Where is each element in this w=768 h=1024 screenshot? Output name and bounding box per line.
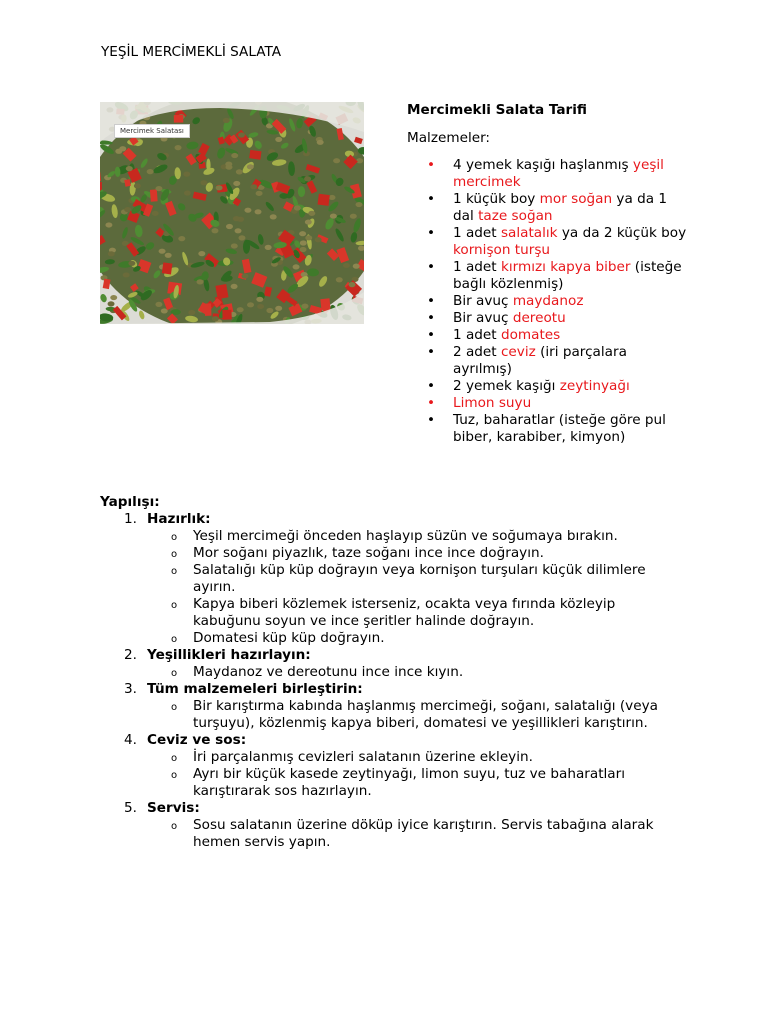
- steps-list: [100, 511, 700, 851]
- lentil: [247, 164, 254, 169]
- step-sublist: [147, 817, 700, 851]
- step-subitem-text: Salatalığı küp küp doğrayın veya kornişon turşuları küçük dilimlere ayırın.: [193, 562, 646, 595]
- circle-bullet-icon: o: [171, 549, 178, 560]
- lentil: [231, 243, 238, 248]
- bullet-icon: •: [427, 412, 436, 428]
- lentil: [330, 213, 337, 218]
- lentil: [108, 251, 115, 256]
- ingredient-item: [407, 378, 687, 395]
- circle-bullet-icon: o: [171, 566, 178, 577]
- lentil: [343, 263, 350, 268]
- lentil: [183, 172, 190, 177]
- step-subitem: [147, 596, 673, 630]
- lentil: [244, 208, 251, 213]
- lentil: [212, 316, 219, 321]
- document-title: YEŞİL MERCİMEKLİ SALATA: [101, 44, 282, 60]
- step-number: 5.: [124, 800, 137, 816]
- lentil: [231, 153, 238, 158]
- ingredient-text: Bir avuç: [453, 310, 513, 326]
- step-subitem-text: Yeşil mercimeği önceden haşlayıp süzün ve soğumaya bırakın.: [193, 528, 618, 544]
- lentil: [233, 181, 240, 186]
- step-subitem-text: Maydanoz ve dereotunu ince ince kıyın.: [193, 664, 464, 680]
- ingredient-item: [407, 310, 687, 327]
- lentil: [299, 231, 306, 236]
- lentil: [256, 191, 263, 196]
- lentil: [256, 297, 263, 302]
- lentil: [300, 240, 307, 245]
- lentil: [211, 228, 218, 233]
- lentil: [275, 306, 282, 311]
- ingredient-item: [407, 293, 687, 310]
- ingredient-highlight: dereotu: [512, 310, 566, 326]
- lentil: [353, 264, 360, 269]
- step-subitem-text: Mor soğanı piyazlık, taze soğanı ince ince doğrayın.: [193, 545, 544, 561]
- lentil: [200, 180, 207, 185]
- lentil: [108, 301, 115, 306]
- lentil: [147, 169, 154, 174]
- lentil: [188, 310, 195, 315]
- recipe-title: Mercimekli Salata Tarifi: [407, 102, 587, 118]
- step-subitem-text: Kapya biberi közlemek isterseniz, ocakta veya fırında közleyip kabuğunu soyun ve ince şeritler halinde doğrayın.: [193, 596, 616, 629]
- step-subitem: [147, 817, 673, 851]
- salad-photo: [100, 102, 364, 324]
- lentil: [305, 235, 312, 240]
- step-subitem: [147, 749, 673, 766]
- step-subitem: [147, 766, 673, 800]
- bullet-icon: •: [427, 259, 436, 275]
- lentil: [115, 149, 122, 154]
- step-number: 2.: [124, 647, 137, 663]
- bullet-icon: •: [427, 344, 436, 360]
- lentil: [293, 264, 300, 269]
- ingredient-text: 1 adet: [453, 225, 501, 241]
- lentil: [257, 304, 264, 309]
- step-title: Servis:: [147, 800, 200, 816]
- bullet-icon: •: [427, 225, 436, 241]
- lentil: [226, 165, 233, 170]
- ingredient-item: [407, 327, 687, 344]
- lentil: [236, 169, 243, 174]
- step-number: 4.: [124, 732, 137, 748]
- ingredient-highlight: domates: [500, 327, 561, 343]
- step-number: 1.: [124, 511, 137, 527]
- ingredient-text: 1 adet: [453, 327, 501, 343]
- circle-bullet-icon: o: [171, 634, 178, 645]
- lentil: [350, 214, 357, 219]
- ingredient-text: ya da 1 dal: [453, 191, 668, 224]
- ingredient-item: [407, 395, 687, 412]
- step-subitem: [147, 528, 673, 545]
- ingredient-text: ya da 2 küçük boy: [557, 225, 687, 241]
- lentil: [333, 158, 340, 163]
- step-sublist: [147, 749, 700, 800]
- ingredient-text: Bir avuç: [453, 293, 513, 309]
- lentil: [242, 273, 249, 278]
- recipe-panel: [407, 102, 687, 446]
- lentil: [155, 186, 162, 191]
- step-subitem-text: Bir karıştırma kabında haşlanmış mercimeği, soğanı, salatalığı (veya turşuyu), közlenmiş kapya biberi, domatesi ve yeşillikleri karıştırın.: [193, 698, 658, 731]
- ingredient-item: [407, 225, 687, 259]
- lentil: [294, 205, 301, 210]
- method-step: [100, 732, 700, 800]
- step-subitem: [147, 698, 673, 732]
- ingredient-text: 2 yemek kaşığı: [453, 378, 560, 394]
- pepper-piece: [174, 115, 184, 123]
- step-number: 3.: [124, 681, 137, 697]
- bullet-icon: •: [427, 395, 436, 411]
- lentil: [302, 304, 309, 309]
- lentil: [216, 185, 223, 190]
- pepper-piece: [320, 298, 330, 309]
- step-subitem-text: Sosu salatanın üzerine döküp iyice karıştırın. Servis tabağına alarak hemen servis yapın.: [193, 817, 654, 850]
- lentil: [304, 176, 311, 181]
- circle-bullet-icon: o: [171, 600, 178, 611]
- ingredient-text: 4 yemek kaşığı haşlanmış: [453, 157, 633, 173]
- step-subitem: [147, 664, 673, 681]
- lentil: [128, 261, 135, 266]
- lentil: [300, 247, 307, 252]
- pepper-piece: [215, 284, 228, 299]
- lentil: [265, 245, 272, 250]
- lentil: [110, 295, 117, 300]
- lentil: [184, 190, 191, 195]
- ingredient-highlight: ceviz: [500, 344, 536, 360]
- lentil: [134, 183, 141, 188]
- step-subitem-text: Domatesi küp küp doğrayın.: [193, 630, 385, 646]
- lentil: [356, 202, 363, 207]
- ingredient-item: [407, 344, 687, 378]
- ingredient-text: 1 küçük boy: [453, 191, 540, 207]
- bullet-icon: •: [427, 191, 436, 207]
- lentil: [305, 219, 312, 224]
- lentil: [226, 224, 233, 229]
- lentil: [356, 158, 363, 163]
- method-step: [100, 511, 700, 647]
- bullet-icon: •: [427, 157, 436, 173]
- pepper-piece: [162, 262, 173, 274]
- ingredient-text: 1 adet: [453, 259, 501, 275]
- pepper-piece: [150, 189, 158, 201]
- parsley-leaf: [298, 186, 305, 197]
- ingredient-text: 2 adet: [453, 344, 501, 360]
- step-subitem-text: İri parçalanmış cevizleri salatanın üzerine ekleyin.: [193, 749, 533, 765]
- ingredient-highlight: salatalık: [500, 225, 558, 241]
- step-sublist: [147, 528, 700, 647]
- ingredient-item: [407, 191, 687, 225]
- ingredient-item: [407, 259, 687, 293]
- step-title: Hazırlık:: [147, 511, 211, 527]
- lentil: [275, 137, 282, 142]
- lentil: [237, 307, 244, 312]
- step-title: Tüm malzemeleri birleştirin:: [147, 681, 363, 697]
- ingredient-item: [407, 412, 687, 446]
- lentil: [152, 211, 159, 216]
- photo-caption: Mercimek Salatası: [114, 124, 190, 138]
- pepper-piece: [318, 194, 330, 206]
- ingredient-highlight: maydanoz: [512, 293, 584, 309]
- pepper-piece: [249, 150, 261, 160]
- circle-bullet-icon: o: [171, 668, 178, 679]
- lentil: [124, 207, 131, 212]
- step-subitem: [147, 630, 673, 647]
- lentil: [178, 236, 185, 241]
- step-subitem-text: Ayrı bir küçük kasede zeytinyağı, limon suyu, tuz ve baharatları karıştırarak sos hazırlayın.: [193, 766, 625, 799]
- lentil: [349, 282, 356, 287]
- method-step: [100, 681, 700, 732]
- ingredients-list: [407, 157, 687, 446]
- ingredient-highlight: mor soğan: [539, 191, 613, 207]
- method-heading: Yapılışı:: [100, 494, 160, 510]
- circle-bullet-icon: o: [171, 770, 178, 781]
- ingredient-text: (iri parçalara ayrılmış): [453, 344, 627, 377]
- circle-bullet-icon: o: [171, 753, 178, 764]
- lentil: [223, 118, 230, 123]
- ingredient-highlight: yeşil mercimek: [453, 157, 664, 190]
- bullet-icon: •: [427, 327, 436, 343]
- lentil: [235, 228, 242, 233]
- lentil: [197, 279, 204, 284]
- ingredient-highlight: kırmızı kapya biber: [500, 259, 631, 275]
- ingredients-heading: Malzemeler:: [407, 130, 491, 146]
- circle-bullet-icon: o: [171, 821, 178, 832]
- lentil: [315, 237, 322, 242]
- lentil: [255, 209, 262, 214]
- ingredient-highlight: taze soğan: [478, 208, 553, 224]
- lentil: [270, 214, 277, 219]
- lentil: [247, 302, 254, 307]
- ingredient-highlight: zeytinyağı: [559, 378, 630, 394]
- lentil: [198, 251, 205, 256]
- lentil: [233, 216, 240, 221]
- step-title: Yeşillikleri hazırlayın:: [147, 647, 311, 663]
- lentil: [175, 145, 182, 150]
- lentil: [126, 166, 133, 171]
- ingredient-text: Tuz, baharatlar (isteğe göre pul biber, karabiber, kimyon): [453, 412, 666, 445]
- bullet-icon: •: [427, 293, 436, 309]
- lentil: [155, 302, 162, 307]
- lentil: [336, 277, 343, 282]
- lentil: [238, 132, 245, 137]
- lentil: [317, 140, 324, 145]
- lentil: [159, 249, 166, 254]
- pepper-piece: [222, 310, 231, 320]
- circle-bullet-icon: o: [171, 702, 178, 713]
- method-step: [100, 647, 700, 681]
- ingredient-item: [407, 157, 687, 191]
- lentil: [123, 272, 130, 277]
- step-sublist: [147, 698, 700, 732]
- method-section: [100, 494, 700, 851]
- lentil: [105, 222, 112, 227]
- method-step: [100, 800, 700, 851]
- lentil: [266, 308, 273, 313]
- bullet-icon: •: [427, 310, 436, 326]
- lentil: [231, 284, 238, 289]
- step-title: Ceviz ve sos:: [147, 732, 247, 748]
- step-subitem: [147, 545, 673, 562]
- lentil: [308, 211, 315, 216]
- lentil: [238, 235, 245, 240]
- step-sublist: [147, 664, 700, 681]
- ingredient-text: (isteğe bağlı közlenmiş): [453, 259, 682, 292]
- circle-bullet-icon: o: [171, 532, 178, 543]
- step-subitem: [147, 562, 673, 596]
- lentil: [165, 253, 172, 258]
- lentil: [250, 184, 257, 189]
- bullet-icon: •: [427, 378, 436, 394]
- ingredient-highlight: kornişon turşu: [453, 242, 551, 258]
- ingredient-highlight: Limon suyu: [453, 395, 532, 411]
